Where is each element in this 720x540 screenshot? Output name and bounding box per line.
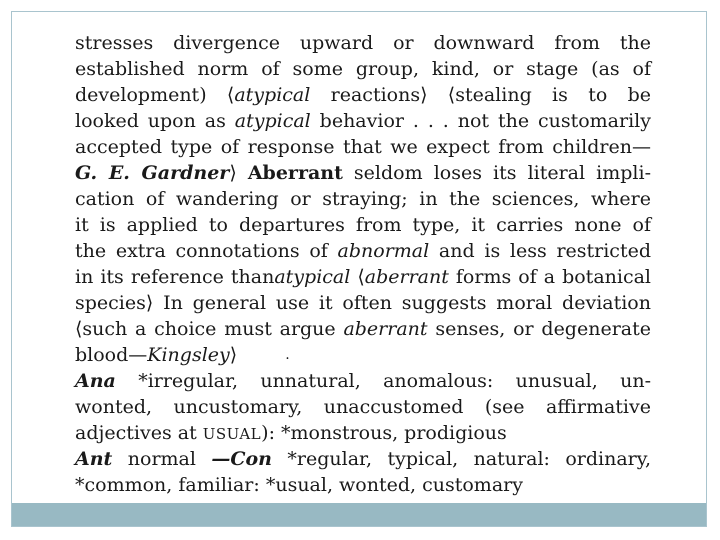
stray-mark: . — [285, 347, 290, 363]
analogous-words-line: Ana *irregular, unnatural, anomalous: unusual, un- — [75, 370, 651, 392]
text-line: wonted, uncustomary, unaccustomed (see affirmative — [75, 396, 651, 418]
text-line: species⟩ In general use it often suggests moral deviation — [75, 292, 651, 314]
dictionary-entry-text — [75, 30, 651, 498]
antonyms-line: Ant normal —Con *regular, typical, natural: ordinary, — [75, 448, 652, 470]
text-line: in its reference thanatypical ⟨aberrant forms of a botanical — [75, 266, 652, 288]
footer-bar — [12, 503, 706, 526]
text-line: ⟨such a choice must argue aberrant senses, or degenerate — [75, 318, 651, 340]
text-line: blood—Kingsley⟩ . — [75, 344, 290, 366]
text-line: the extra connotations of abnormal and is less restricted — [75, 240, 651, 262]
text-line: G. E. Gardner⟩ Aberrant seldom loses its literal impli- — [75, 162, 651, 184]
text-line: *common, familiar: *usual, wonted, customary — [75, 474, 523, 496]
text-line: accepted type of response that we expect from children— — [75, 136, 651, 158]
text-line: adjectives at USUAL): *monstrous, prodigious — [75, 422, 507, 444]
text-line: established norm of some group, kind, or stage (as of — [75, 58, 651, 80]
text-line: stresses divergence upward or downward from the — [75, 32, 651, 54]
text-line: cation of wandering or straying; in the sciences, where — [75, 188, 651, 210]
text-line: looked upon as atypical behavior . . . not the customarily — [75, 110, 651, 132]
text-line: development) ⟨atypical reactions⟩ ⟨stealing is to be — [75, 84, 651, 106]
text-line: it is applied to departures from type, it carries none of — [75, 214, 651, 236]
